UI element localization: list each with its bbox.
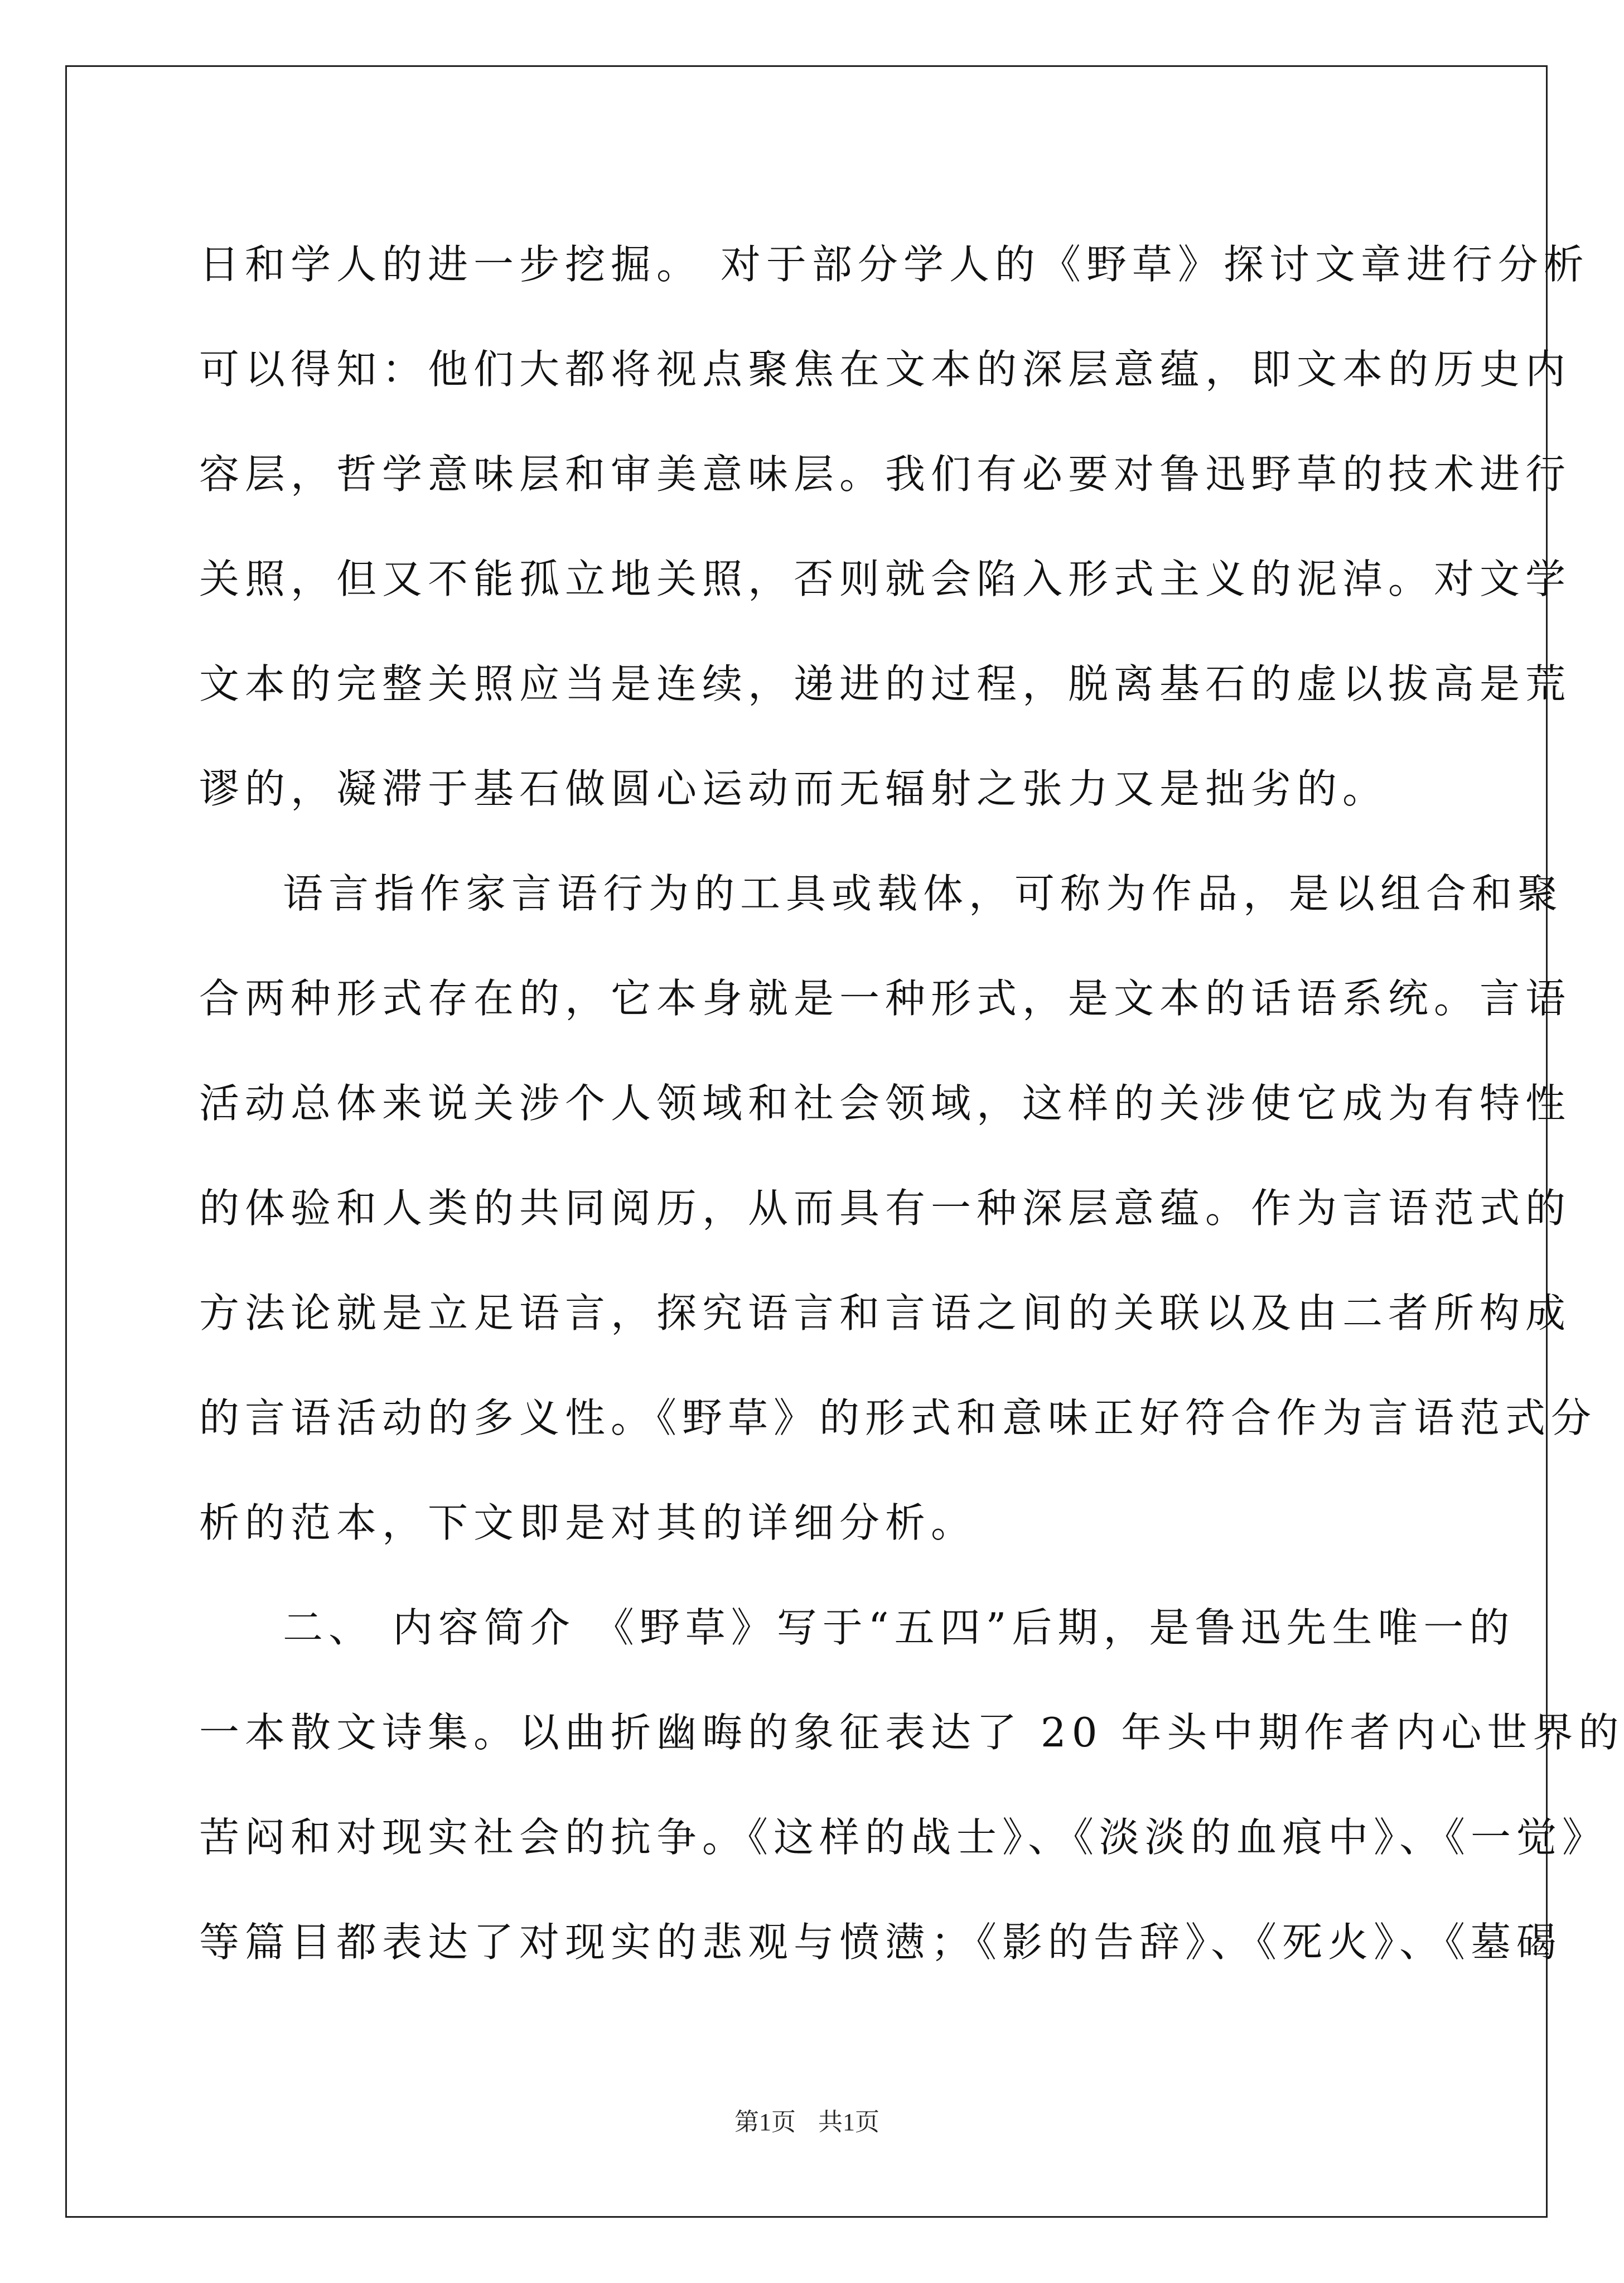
- text-line: 苦闷和对现实社会的抗争。《这样的战士》、《淡淡的血痕中》、《一觉》: [199, 1814, 1608, 1861]
- text-line: 等篇目都表达了对现实的悲观与愤懑；《影的告辞》、《死火》、《墓碣: [199, 1919, 1563, 1966]
- text-line: 的言语活动的多义性。《野草》的形式和意味正好符合作为言语范式分: [199, 1394, 1597, 1441]
- page-number-total: 共1页: [818, 2108, 879, 2136]
- text-line: 关照，但又不能孤立地关照，否则就会陷入形式主义的泥淖。对文学: [199, 556, 1572, 602]
- text-line: 方法论就是立足语言，探究语言和言语之间的关联以及由二者所构成: [199, 1290, 1572, 1336]
- text-line: 日和学人的进一步挖掘。 对于部分学人的《野草》探讨文章进行分析: [199, 241, 1589, 288]
- text-line: 的体验和人类的共同阅历，从而具有一种深层意蕴。作为言语范式的: [199, 1185, 1572, 1232]
- text-line: 谬的，凝滞于基石做圆心运动而无辐射之张力又是拙劣的。: [199, 765, 1389, 812]
- text-line: 一本散文诗集。以曲折幽晦的象征表达了 20 年头中期作者内心世界的: [199, 1709, 1624, 1756]
- text-line: 容层，哲学意味层和审美意味层。我们有必要对鲁迅野草的技术进行: [199, 451, 1572, 498]
- document-body: [199, 212, 1624, 1995]
- page-footer: [0, 2106, 1614, 2139]
- text-line: 合两种形式存在的，它本身就是一种形式，是文本的话语系统。言语: [199, 975, 1572, 1022]
- text-line: 析的范本，下文即是对其的详细分析。: [199, 1499, 977, 1546]
- page-number-current: 第1页: [734, 2108, 796, 2136]
- section-heading-line: 二、 内容简介 《野草》写于“五四”后期，是鲁迅先生唯一的: [283, 1604, 1515, 1651]
- paragraph-start-line: 语言指作家言语行为的工具或载体，可称为作品，是以组合和聚: [283, 870, 1564, 917]
- text-line: 文本的完整关照应当是连续，递进的过程，脱离基石的虚以拔高是荒: [199, 660, 1572, 707]
- text-line: 活动总体来说关涉个人领域和社会领域，这样的关涉使它成为有特性: [199, 1080, 1572, 1127]
- text-line: 可以得知：他们大都将视点聚焦在文本的深层意蕴，即文本的历史内: [199, 346, 1572, 393]
